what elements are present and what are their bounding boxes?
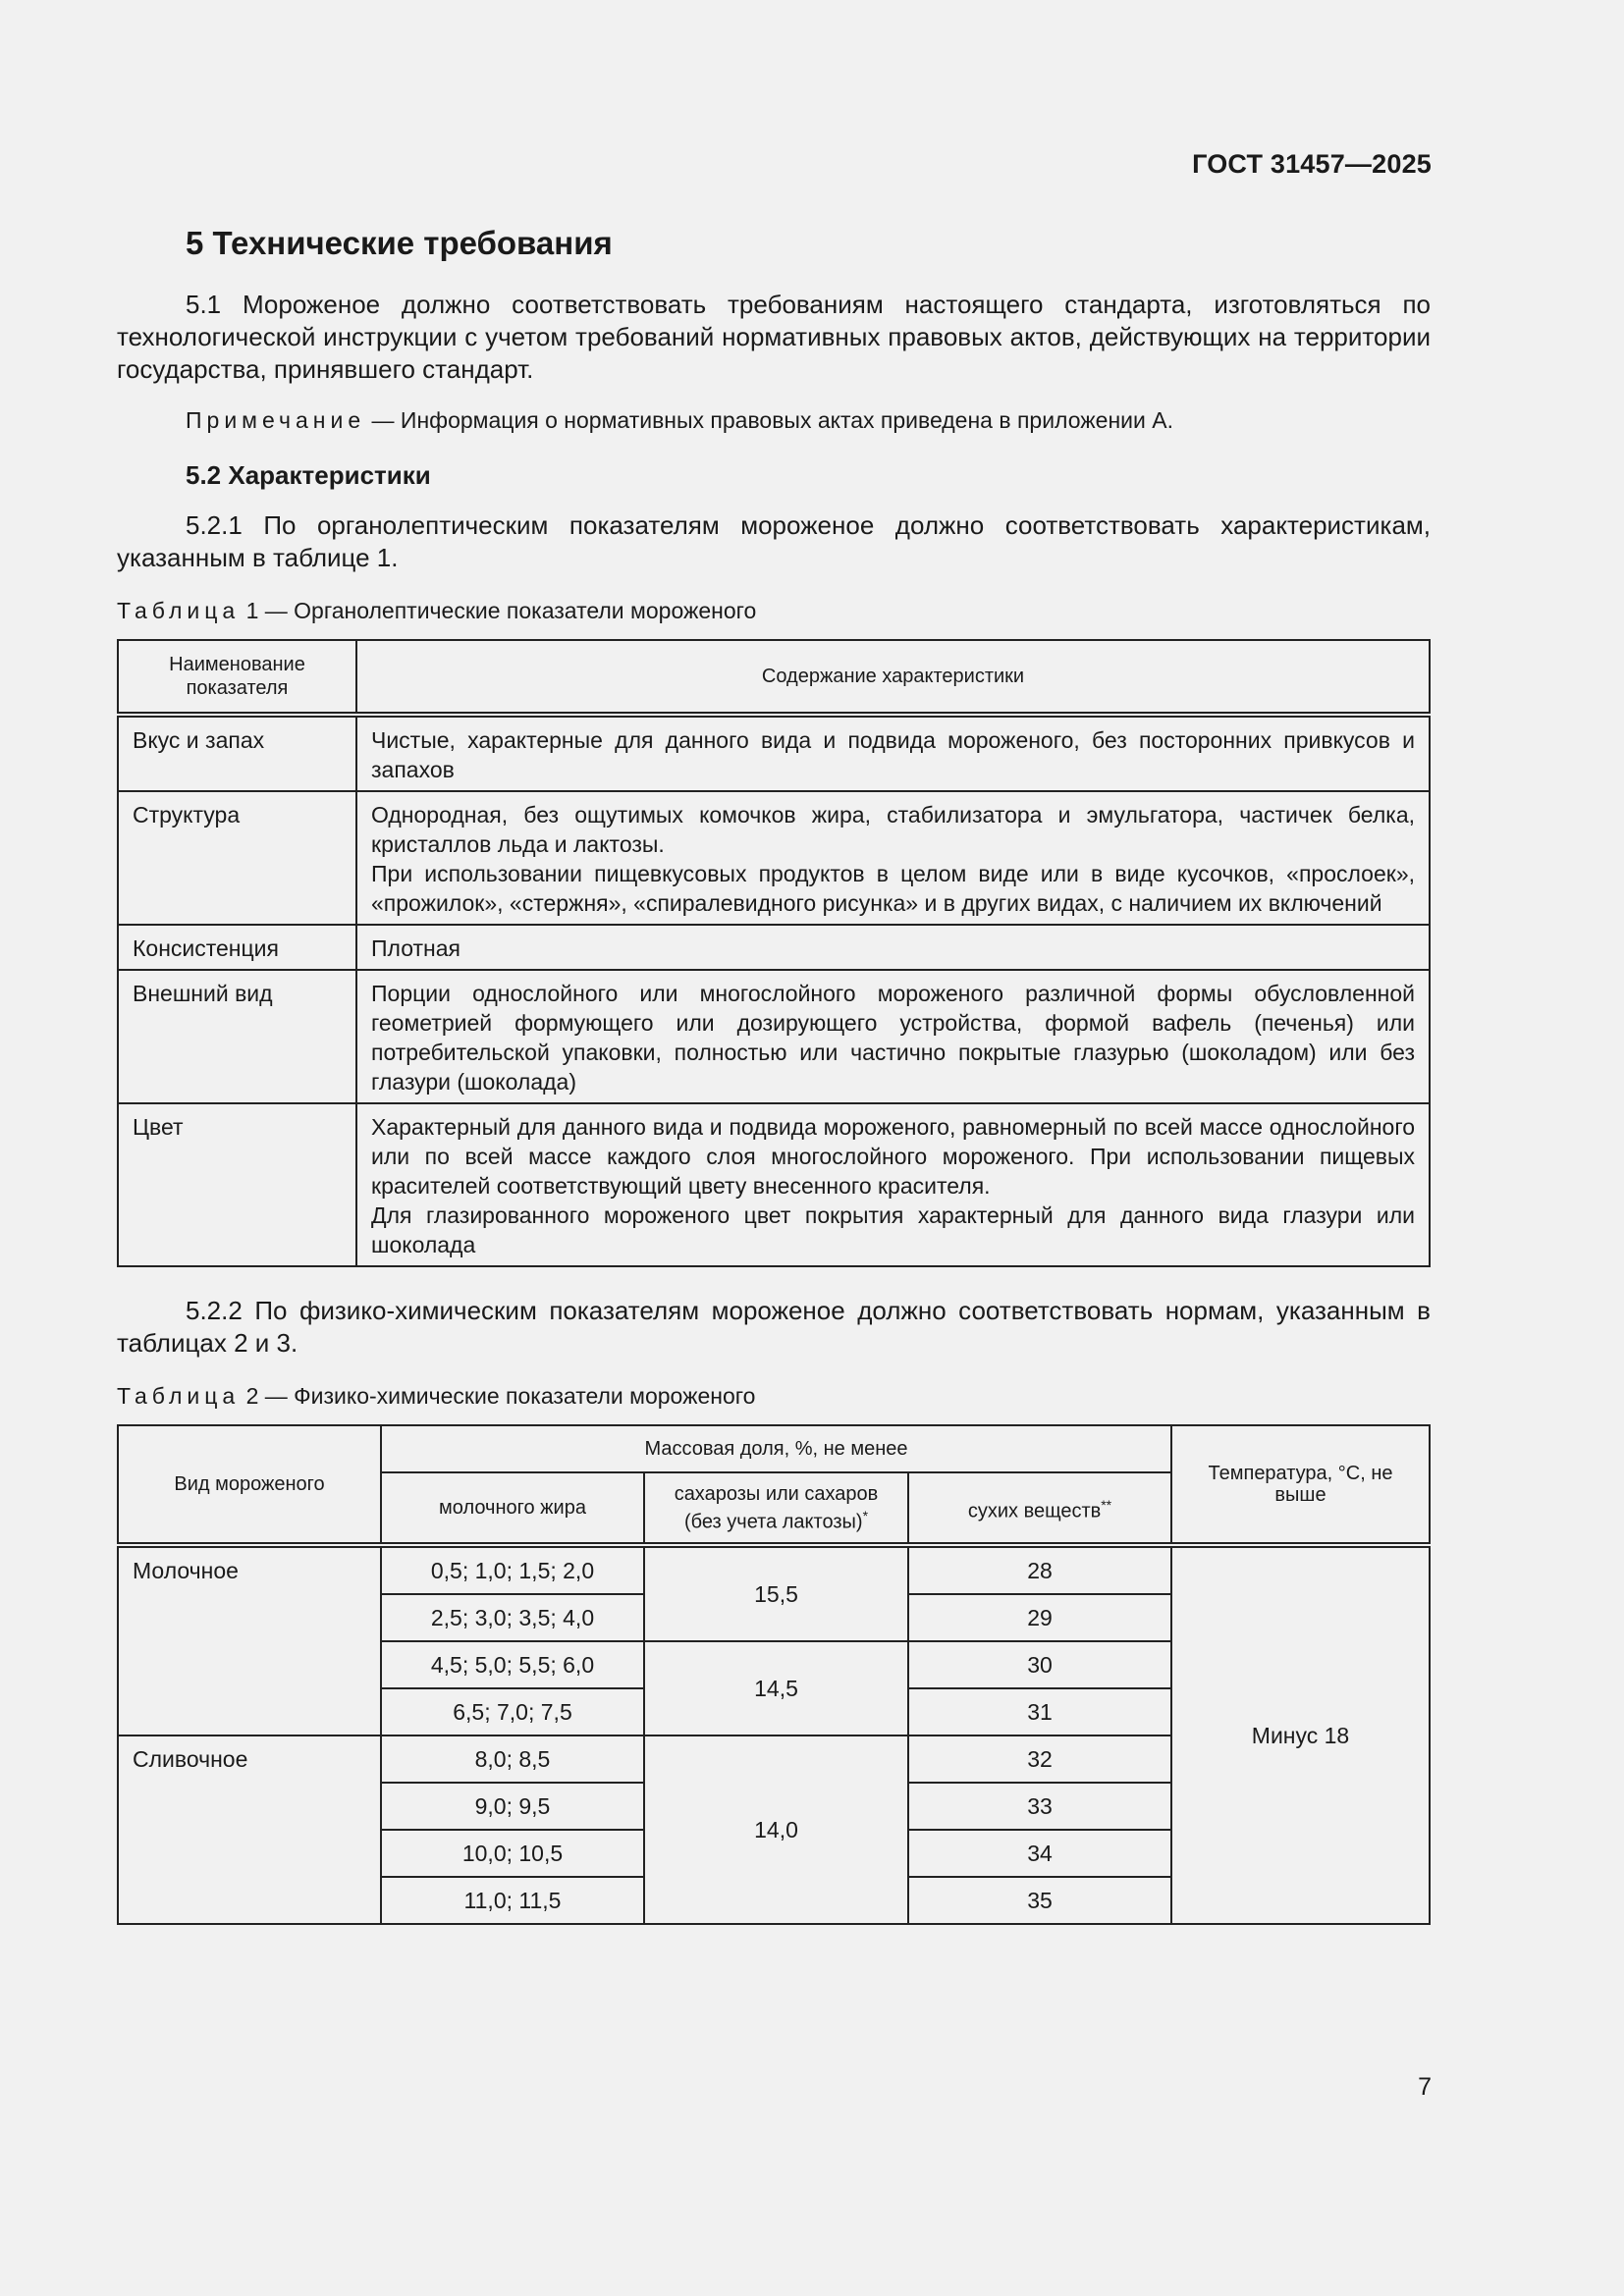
solids-cell: 31 (908, 1688, 1171, 1735)
fat-cell: 2,5; 3,0; 3,5; 4,0 (381, 1594, 644, 1641)
table1-col-name: Наименование показателя (118, 640, 356, 715)
subsection-title: 5.2 Характеристики (186, 460, 431, 490)
fat-cell: 4,5; 5,0; 5,5; 6,0 (381, 1641, 644, 1688)
footnote-mark: * (862, 1507, 869, 1523)
table-organoleptic (117, 639, 1431, 1267)
solids-cell: 32 (908, 1735, 1171, 1783)
note-text: — Информация о нормативных правовых актах приведена в приложении А. (365, 407, 1173, 433)
footnote-mark: ** (1101, 1496, 1112, 1513)
table-row (118, 925, 1430, 970)
note (186, 405, 1431, 435)
table-row (118, 1103, 1430, 1266)
fat-cell: 0,5; 1,0; 1,5; 2,0 (381, 1545, 644, 1594)
table2-col-sugar (644, 1472, 908, 1545)
paragraph-5-1: 5.1 Мороженое должно соответствовать требованиям настоящего стандарта, изготовляться по технологической инструкции с учетом требований нормативных правовых актов, действующих на территории государства, принявшего стандарт. (117, 290, 1431, 384)
solids-cell: 28 (908, 1545, 1171, 1594)
row-text (356, 1103, 1430, 1266)
row-name: Вкус и запах (118, 715, 356, 791)
row-text: Чистые, характерные для данного вида и подвида мороженого, без посторонних привкусов и запахов (356, 715, 1430, 791)
table2-col-solids (908, 1472, 1171, 1545)
table1-col-content: Содержание характеристики (356, 640, 1430, 715)
table-row (118, 791, 1430, 925)
table2-caption-label: Таблица (117, 1383, 241, 1409)
fat-cell: 9,0; 9,5 (381, 1783, 644, 1830)
kind-cream: Сливочное (118, 1735, 381, 1924)
document-code: ГОСТ 31457—2025 (1192, 149, 1432, 179)
row-text-line: Характерный для данного вида и подвида мороженого, равномерный по всей массе однослойного или по всей массе каждого слоя многослойного мороженого. При использовании пищевых красителей соответствующий цвету внесенного красителя. (371, 1114, 1415, 1199)
row-text (356, 791, 1430, 925)
solids-cell: 29 (908, 1594, 1171, 1641)
table-row (118, 715, 1430, 791)
kind-milk: Молочное (118, 1545, 381, 1735)
table1-header-row (118, 640, 1430, 715)
section-title: 5 Технические требования (186, 225, 613, 261)
note-label: Примечание (186, 407, 366, 433)
table-physicochemical (117, 1424, 1431, 1925)
sugar-label: сахарозы или сахаров (без учета лактозы) (674, 1482, 879, 1533)
table-row (118, 970, 1430, 1103)
solids-cell: 30 (908, 1641, 1171, 1688)
fat-cell: 6,5; 7,0; 7,5 (381, 1688, 644, 1735)
solids-label: сухих веществ (967, 1500, 1102, 1522)
page-content (117, 224, 1431, 1925)
sugar-cell: 14,5 (644, 1641, 908, 1735)
table2-caption (117, 1381, 1431, 1411)
fat-cell: 11,0; 11,5 (381, 1877, 644, 1924)
table2-col-group: Массовая доля, %, не менее (381, 1425, 1171, 1472)
row-text: Плотная (356, 925, 1430, 970)
row-name: Цвет (118, 1103, 356, 1266)
temp-cell: Минус 18 (1171, 1545, 1430, 1924)
fat-cell: 8,0; 8,5 (381, 1735, 644, 1783)
solids-cell: 33 (908, 1783, 1171, 1830)
paragraph-5-2-1: 5.2.1 По органолептическим показателям мороженое должно соответствовать характеристикам, указанным в таблице 1. (117, 510, 1431, 572)
table2-header-row-1 (118, 1425, 1430, 1472)
row-text-line: Однородная, без ощутимых комочков жира, стабилизатора и эмульгатора, частичек белка, кристаллов льда и лактозы. (371, 802, 1415, 857)
table1-caption (117, 596, 1431, 625)
sugar-cell: 14,0 (644, 1735, 908, 1924)
table2-col-fat: молочного жира (381, 1472, 644, 1545)
row-text-line: Для глазированного мороженого цвет покрытия характерный для данного вида глазури или шоколада (371, 1202, 1415, 1257)
table1-caption-label: Таблица (117, 598, 241, 623)
paragraph-5-2-2: 5.2.2 По физико-химическим показателям мороженое должно соответствовать нормам, указанным в таблицах 2 и 3. (117, 1296, 1431, 1358)
fat-cell: 10,0; 10,5 (381, 1830, 644, 1877)
row-name: Консистенция (118, 925, 356, 970)
page-number: 7 (1418, 2073, 1432, 2101)
row-text-line: При использовании пищевкусовых продуктов в целом виде или в виде кусочков, «прослоек», «прожилок», «стержня», «спиралевидного рисунка» и в других видах, с наличием их включений (371, 861, 1415, 916)
table2-col-kind: Вид мороженого (118, 1425, 381, 1545)
row-name: Внешний вид (118, 970, 356, 1103)
sugar-cell: 15,5 (644, 1545, 908, 1641)
table2-col-temp: Температура, °С, не выше (1171, 1425, 1430, 1545)
table2-caption-text: 2 — Физико-химические показатели мороженого (240, 1383, 756, 1409)
solids-cell: 34 (908, 1830, 1171, 1877)
row-name: Структура (118, 791, 356, 925)
table1-caption-text: 1 — Органолептические показатели мороженого (240, 598, 757, 623)
row-text: Порции однослойного или многослойного мороженого различной формы обусловленной геометрией формующего или дозирующего устройства, формой вафель (печенья) или потребительской упаковки, полностью или частично покрытые глазурью (шоколадом) или без глазури (шоколада) (356, 970, 1430, 1103)
solids-cell: 35 (908, 1877, 1171, 1924)
table-row (118, 1545, 1430, 1594)
